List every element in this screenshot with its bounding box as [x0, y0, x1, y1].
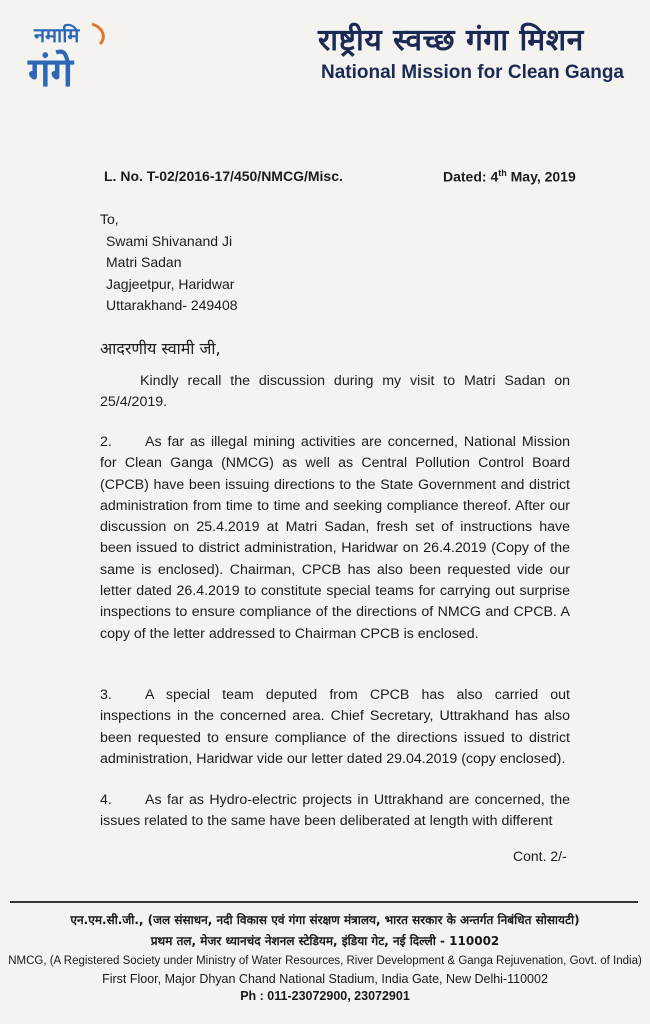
- continuation-note: Cont. 2/-: [513, 848, 567, 864]
- paragraph-2-number: 2.: [100, 434, 112, 450]
- footer-phone: Ph : 011-23072900, 23072901: [240, 989, 410, 1003]
- address-line: Swami Shivanand Ji: [106, 232, 233, 249]
- paragraph-1-text: Kindly recall the discussion during my visit to Matri Sadan on 25/4/2019.: [100, 373, 570, 411]
- namami-gange-logo: [14, 14, 124, 94]
- address-line: Uttarakhand- 249408: [106, 297, 238, 313]
- org-title-hindi: राष्ट्रीय स्वच्छ गंगा मिशन: [318, 23, 584, 58]
- date-suffix: May, 2019: [506, 168, 576, 185]
- paragraph-4: [100, 790, 570, 833]
- footer-hindi-line-1: एन.एम.सी.जी., (जल संसाधन, नदी विकास एवं गंगा संरक्षण मंत्रालय, भारत सरकार के अन्तर्गत निबंधित सोसायटी): [70, 913, 580, 927]
- footer-english-line-1: NMCG, (A Registered Society under Ministry of Water Resources, River Development & Ganga Rejuvenation, Govt. of India): [8, 955, 642, 967]
- salutation: आदरणीय स्वामी जी,: [100, 339, 221, 358]
- address-line: Matri Sadan: [106, 254, 182, 270]
- paragraph-4-number: 4.: [100, 792, 112, 808]
- paragraph-1: [100, 371, 570, 414]
- letter-reference: L. No. T-02/2016-17/450/NMCG/Misc.: [104, 168, 343, 184]
- recipient-address: [100, 209, 238, 317]
- paragraph-4-text: As far as Hydro-electric projects in Uttrakhand are concerned, the issues related to the same have been deliberated at length with different: [100, 792, 570, 830]
- date-sup: th: [498, 168, 507, 178]
- letter-date: [443, 168, 576, 185]
- logo-text-top: नमामि: [34, 23, 80, 47]
- address-line: Jagjeetpur, Haridwar: [106, 275, 235, 292]
- paragraph-3-number: 3.: [100, 687, 112, 703]
- logo-swoosh: [92, 24, 103, 44]
- paragraph-2: [100, 432, 570, 645]
- paragraph-3: [100, 685, 570, 770]
- namami-gange-logo-graphic: [14, 14, 124, 94]
- logo-text-bottom: गंगे: [28, 50, 74, 94]
- paragraph-3-text: A special team deputed from CPCB has also carried out inspections in the concerned area. Chief Secretary, Uttrakhand has also been requested to ensure compliance of the directions issued to district administration, Haridwar vide our letter dated 29.04.2019 (copy enclosed).: [100, 687, 570, 767]
- address-line: To,: [100, 211, 119, 227]
- footer-hindi-line-2: प्रथम तल, मेजर ध्यानचंद नेशनल स्टेडियम, इंडिया गेट, नई दिल्ली - 110002: [150, 934, 500, 948]
- footer-divider: [10, 901, 638, 903]
- paragraph-2-text: As far as illegal mining activities are concerned, National Mission for Clean Ganga (NMCG) as well as Central Pollution Control Board (CPCB) have been issuing directions to the State Government and district administration from time to time and seeking compliance thereof. After our discussion on 25.4.2019 at Matri Sadan, fresh set of instructions have been issued to district administration, Haridwar on 26.4.2019 (Copy of the same is enclosed). Chairman, CPCB has also been requested vide our letter dated 26.4.2019 to constitute special teams for carrying out surprise inspections to ensure compliance of the directions of NMCG and CPCB. A copy of the letter addressed to Chairman CPCB is enclosed.: [100, 434, 570, 642]
- footer-english-line-2: First Floor, Major Dhyan Chand National Stadium, India Gate, New Delhi-110002: [102, 972, 548, 986]
- org-title-english: National Mission for Clean Ganga: [321, 62, 624, 83]
- date-prefix: Dated: 4: [443, 168, 499, 185]
